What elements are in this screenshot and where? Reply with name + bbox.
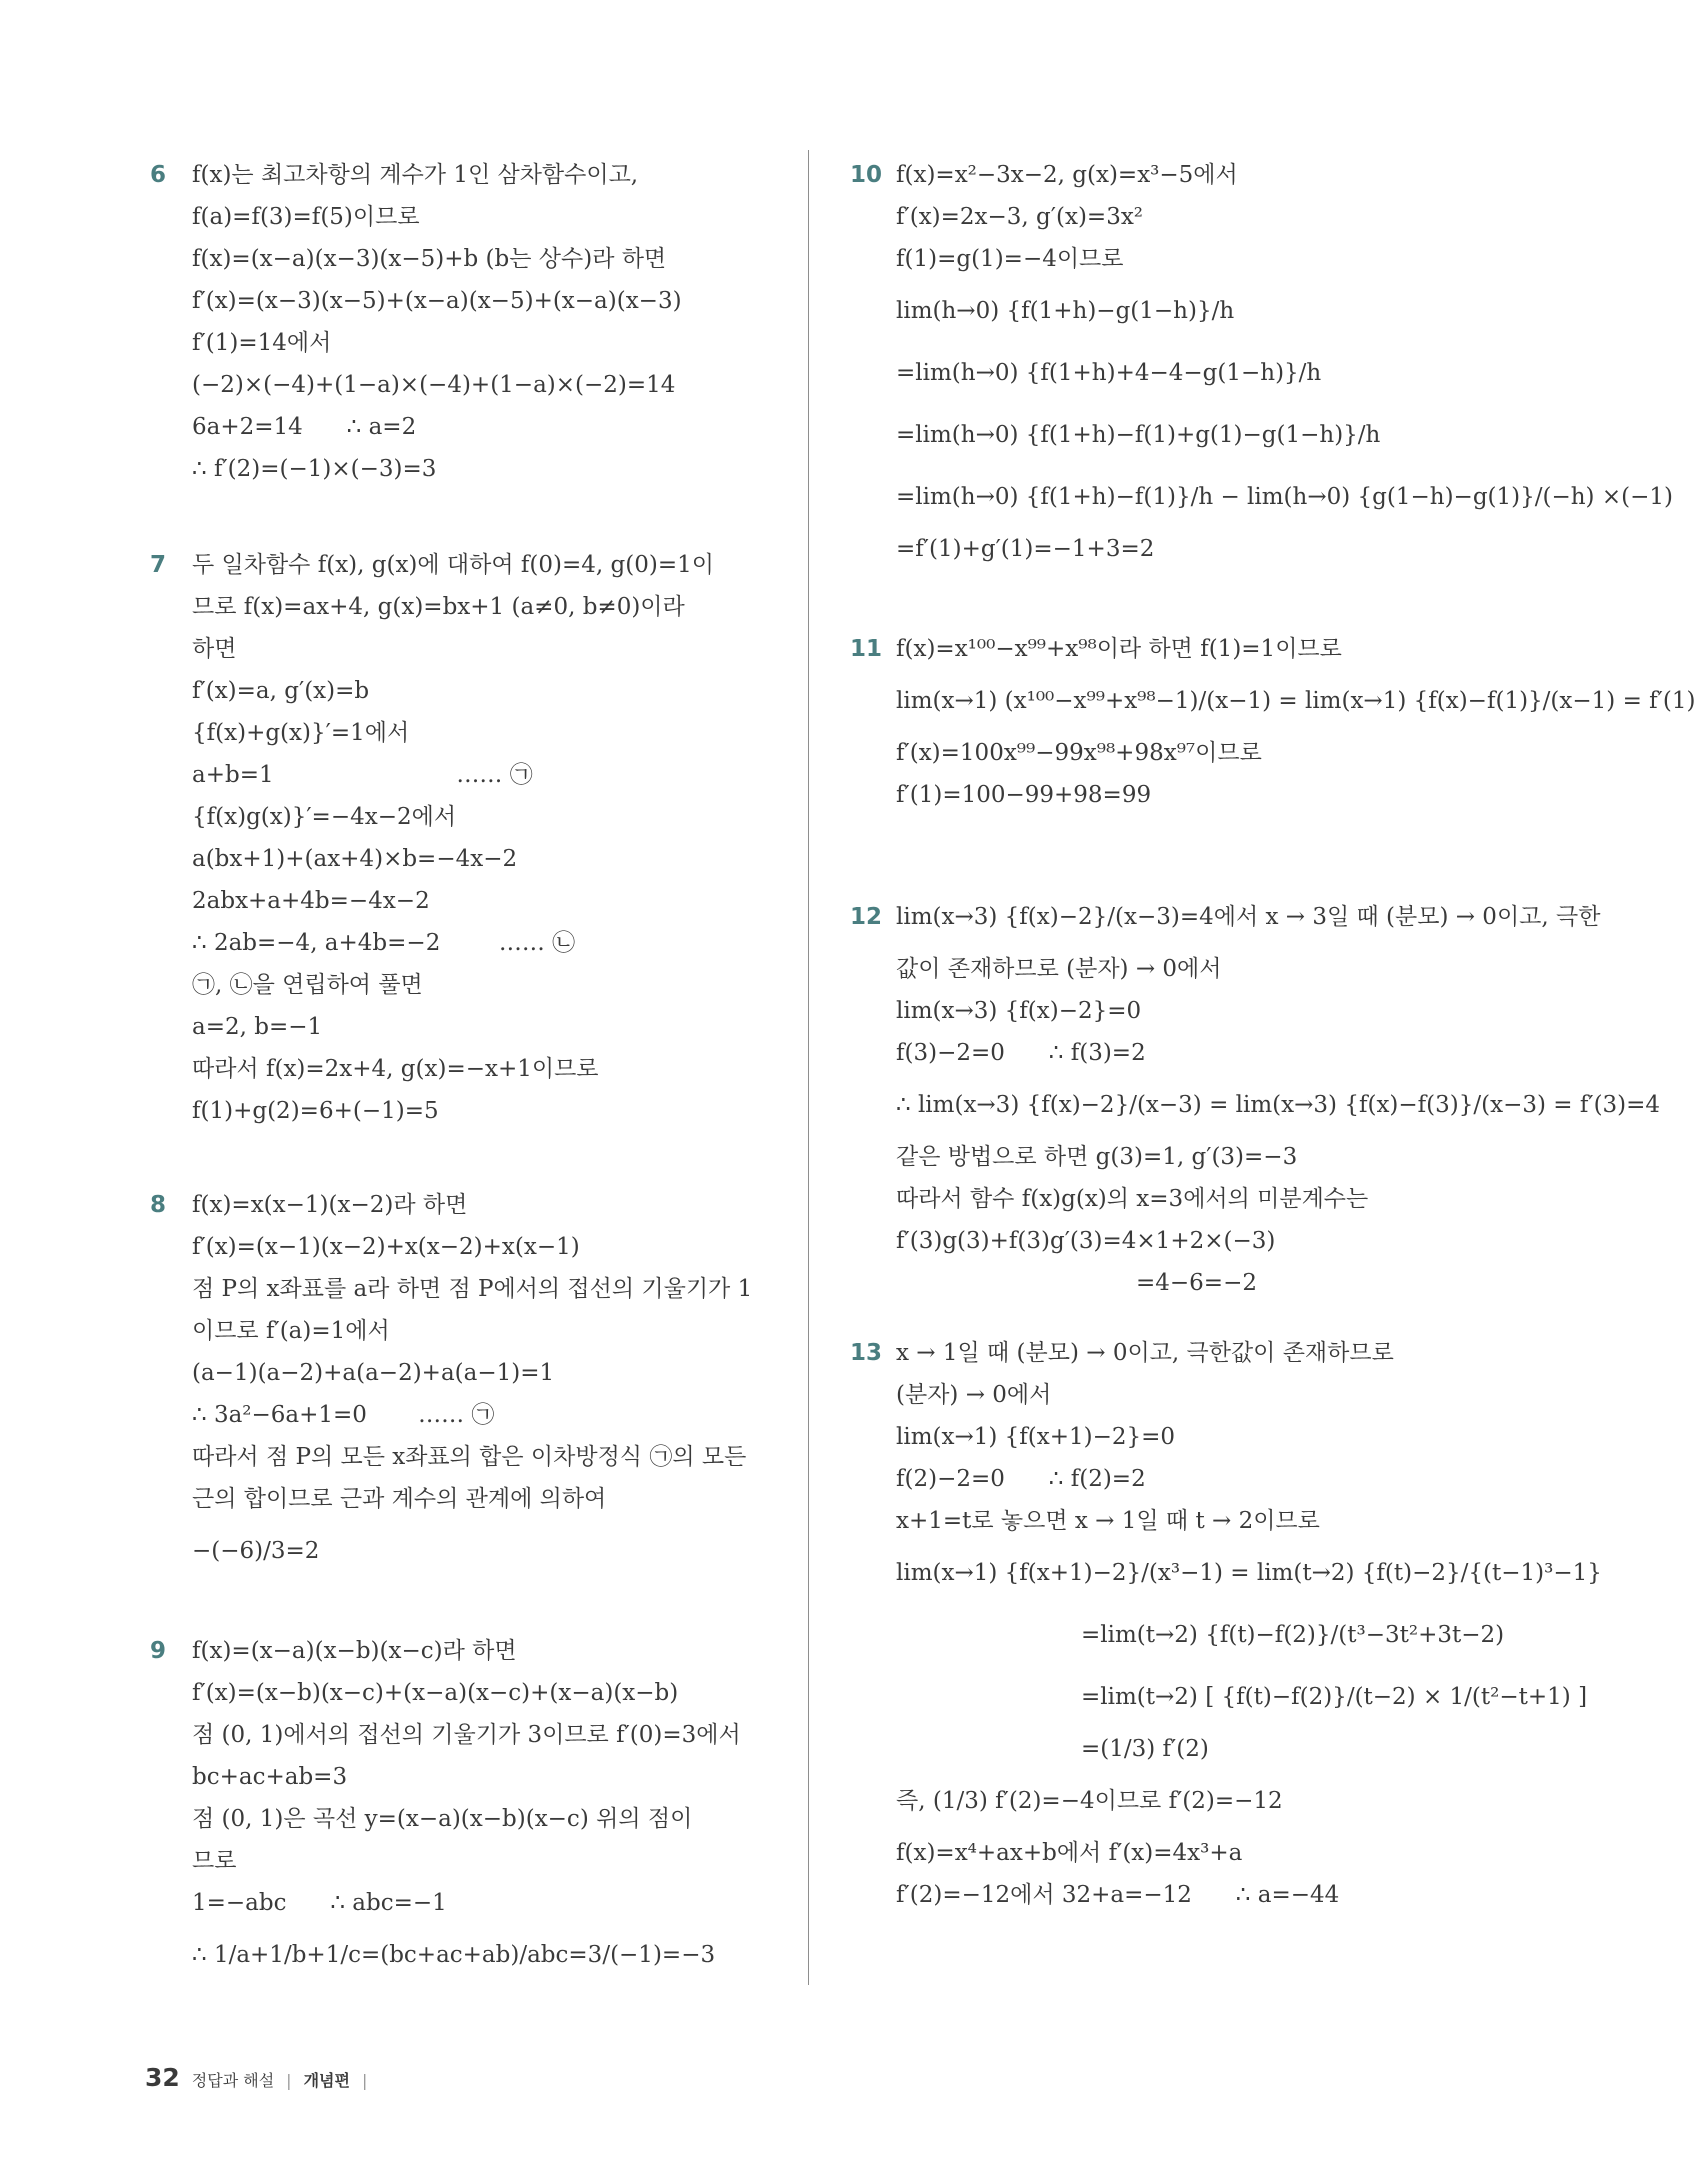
solution-line: f(2)−2=0 ∴ f(2)=2 <box>896 1466 1146 1492</box>
solution-line: f(x)=x¹⁰⁰−x⁹⁹+x⁹⁸이라 하면 f(1)=1이므로 <box>896 636 1342 662</box>
problem-number: 12 <box>850 904 883 930</box>
solution-line: f(x)=(x−a)(x−3)(x−5)+b (b는 상수)라 하면 <box>192 246 667 272</box>
solution-line: (분자) → 0에서 <box>896 1382 1052 1408</box>
solution-line: ∴ 1/a+1/b+1/c=(bc+ac+ab)/abc=3/(−1)=−3 <box>192 1942 716 1968</box>
solution-line: f′(x)=(x−1)(x−2)+x(x−2)+x(x−1) <box>192 1234 580 1260</box>
solution-line: 므로 f(x)=ax+4, g(x)=bx+1 (a≠0, b≠0)이라 <box>192 594 685 620</box>
solution-line: 두 일차함수 f(x), g(x)에 대하여 f(0)=4, g(0)=1이 <box>192 552 714 578</box>
solution-line: ㉠, ㉡을 연립하여 풀면 <box>192 972 423 998</box>
solution-line: {f(x)+g(x)}′=1에서 <box>192 720 410 746</box>
solution-line: f′(x)=a, g′(x)=b <box>192 678 370 704</box>
solution-line: =lim(h→0) {f(1+h)−f(1)}/h − lim(h→0) {g(1−h)−g(1)}/(−h) ×(−1) <box>896 484 1673 510</box>
solution-line: f′(x)=2x−3, g′(x)=3x² <box>896 204 1144 230</box>
solution-line: =lim(h→0) {f(1+h)+4−4−g(1−h)}/h <box>896 360 1322 386</box>
problem-number: 10 <box>850 162 883 188</box>
solution-line: lim(x→1) {f(x+1)−2}=0 <box>896 1424 1176 1450</box>
solution-line: 따라서 점 P의 모든 x좌표의 합은 이차방정식 ㉠의 모든 <box>192 1444 747 1470</box>
solution-line: {f(x)g(x)}′=−4x−2에서 <box>192 804 457 830</box>
problem-number: 6 <box>150 162 167 188</box>
solution-line: 점 (0, 1)에서의 접선의 기울기가 3이므로 f′(0)=3에서 <box>192 1722 741 1748</box>
solution-line: x+1=t로 놓으면 x → 1일 때 t → 2이므로 <box>896 1508 1320 1534</box>
solution-line: =4−6=−2 <box>1136 1270 1257 1296</box>
problem-10 <box>850 154 1673 570</box>
solution-line: f(x)=x²−3x−2, g(x)=x³−5에서 <box>896 162 1238 188</box>
problem-11 <box>850 628 1695 816</box>
problem-12 <box>850 886 1661 1304</box>
solution-line: ∴ 3a²−6a+1=0 …… ㉠ <box>192 1402 495 1428</box>
solution-line: 6a+2=14 ∴ a=2 <box>192 414 417 440</box>
solution-line: lim(x→3) {f(x)−2}/(x−3)=4에서 x → 3일 때 (분모) → 0이고, 극한 <box>896 904 1601 930</box>
solution-line: f(x)=x(x−1)(x−2)라 하면 <box>192 1192 468 1218</box>
book-section-title: 정답과 해설 <box>191 2071 275 2090</box>
solution-line: lim(x→1) (x¹⁰⁰−x⁹⁹+x⁹⁸−1)/(x−1) = lim(x→1) {f(x)−f(1)}/(x−1) = f′(1) <box>896 688 1695 714</box>
solution-line: a=2, b=−1 <box>192 1014 323 1040</box>
solution-line: 따라서 함수 f(x)g(x)의 x=3에서의 미분계수는 <box>896 1186 1369 1212</box>
solution-line: =lim(t→2) [ {f(t)−f(2)}/(t−2) × 1/(t²−t+1) ] <box>1081 1684 1588 1710</box>
solution-line: 2abx+a+4b=−4x−2 <box>192 888 430 914</box>
book-edition: 개념편 <box>303 2071 350 2090</box>
problem-8 <box>150 1184 790 1582</box>
problem-13 <box>850 1332 1602 1916</box>
solution-line: =lim(t→2) {f(t)−f(2)}/(t³−3t²+3t−2) <box>1081 1622 1505 1648</box>
solution-line: 하면 <box>192 636 237 662</box>
column-divider <box>808 150 809 1985</box>
solution-line: lim(h→0) {f(1+h)−g(1−h)}/h <box>896 298 1235 324</box>
solution-line: f(1)+g(2)=6+(−1)=5 <box>192 1098 439 1124</box>
solution-line: 같은 방법으로 하면 g(3)=1, g′(3)=−3 <box>896 1144 1298 1170</box>
solution-line: f′(2)=−12에서 32+a=−12 ∴ a=−44 <box>896 1882 1340 1908</box>
problem-6 <box>150 154 790 490</box>
solution-line: 점 (0, 1)은 곡선 y=(x−a)(x−b)(x−c) 위의 점이 <box>192 1806 693 1832</box>
solution-line: 이므로 f′(a)=1에서 <box>192 1318 390 1344</box>
solution-line: lim(x→3) {f(x)−2}=0 <box>896 998 1142 1024</box>
problem-number: 11 <box>850 636 883 662</box>
solution-line: 1=−abc ∴ abc=−1 <box>192 1890 447 1916</box>
solution-line: f′(x)=(x−b)(x−c)+(x−a)(x−c)+(x−a)(x−b) <box>192 1680 679 1706</box>
solution-line: (−2)×(−4)+(1−a)×(−4)+(1−a)×(−2)=14 <box>192 372 676 398</box>
solution-line: f(x)는 최고차항의 계수가 1인 삼차함수이고, <box>192 162 639 188</box>
solution-line: 즉, (1/3) f′(2)=−4이므로 f′(2)=−12 <box>896 1788 1283 1814</box>
solution-line: ∴ 2ab=−4, a+4b=−2 …… ㉡ <box>192 930 576 956</box>
solution-line: f′(3)g(3)+f(3)g′(3)=4×1+2×(−3) <box>896 1228 1276 1254</box>
solution-line: f(x)=(x−a)(x−b)(x−c)라 하면 <box>192 1638 517 1664</box>
problem-number: 9 <box>150 1638 167 1664</box>
solution-line: f(3)−2=0 ∴ f(3)=2 <box>896 1040 1146 1066</box>
problem-number: 13 <box>850 1340 883 1366</box>
problem-number: 7 <box>150 552 167 578</box>
solution-line: (a−1)(a−2)+a(a−2)+a(a−1)=1 <box>192 1360 555 1386</box>
solution-line: x → 1일 때 (분모) → 0이고, 극한값이 존재하므로 <box>896 1340 1394 1366</box>
solution-line: ∴ f′(2)=(−1)×(−3)=3 <box>192 456 437 482</box>
solution-line: f′(x)=100x⁹⁹−99x⁹⁸+98x⁹⁷이므로 <box>896 740 1262 766</box>
solution-line: =lim(h→0) {f(1+h)−f(1)+g(1)−g(1−h)}/h <box>896 422 1381 448</box>
solution-line: f′(x)=(x−3)(x−5)+(x−a)(x−5)+(x−a)(x−3) <box>192 288 682 314</box>
solution-line: f(a)=f(3)=f(5)이므로 <box>192 204 420 230</box>
solution-line: f(1)=g(1)=−4이므로 <box>896 246 1124 272</box>
solution-line: =f′(1)+g′(1)=−1+3=2 <box>896 536 1155 562</box>
problem-number: 8 <box>150 1192 167 1218</box>
solution-line: f′(1)=100−99+98=99 <box>896 782 1152 808</box>
solution-line: f′(1)=14에서 <box>192 330 332 356</box>
page-number: 32 <box>145 2063 180 2092</box>
problem-7 <box>150 544 790 1132</box>
solution-line: f(x)=x⁴+ax+b에서 f′(x)=4x³+a <box>896 1840 1243 1866</box>
solution-line: =(1/3) f′(2) <box>1081 1736 1209 1762</box>
solution-line: 값이 존재하므로 (분자) → 0에서 <box>896 956 1222 982</box>
solution-line: lim(x→1) {f(x+1)−2}/(x³−1) = lim(t→2) {f(t)−2}/{(t−1)³−1} <box>896 1560 1602 1586</box>
footer-separator: | <box>361 2071 368 2090</box>
solution-line: 근의 합이므로 근과 계수의 관계에 의하여 <box>192 1486 607 1512</box>
footer-separator: | <box>286 2071 292 2090</box>
solution-line: bc+ac+ab=3 <box>192 1764 348 1790</box>
problem-9 <box>150 1630 790 1986</box>
solution-line: −(−6)/3=2 <box>192 1538 320 1564</box>
solution-line: 따라서 f(x)=2x+4, g(x)=−x+1이므로 <box>192 1056 599 1082</box>
solution-line: 므로 <box>192 1848 237 1874</box>
solution-line: 점 P의 x좌표를 a라 하면 점 P에서의 접선의 기울기가 1 <box>192 1276 753 1302</box>
solution-line: a+b=1 …… ㉠ <box>192 762 533 788</box>
solution-line: a(bx+1)+(ax+4)×b=−4x−2 <box>192 846 518 872</box>
solution-line: ∴ lim(x→3) {f(x)−2}/(x−3) = lim(x→3) {f(x)−f(3)}/(x−3) = f′(3)=4 <box>896 1092 1661 1118</box>
page-footer <box>145 2063 367 2092</box>
